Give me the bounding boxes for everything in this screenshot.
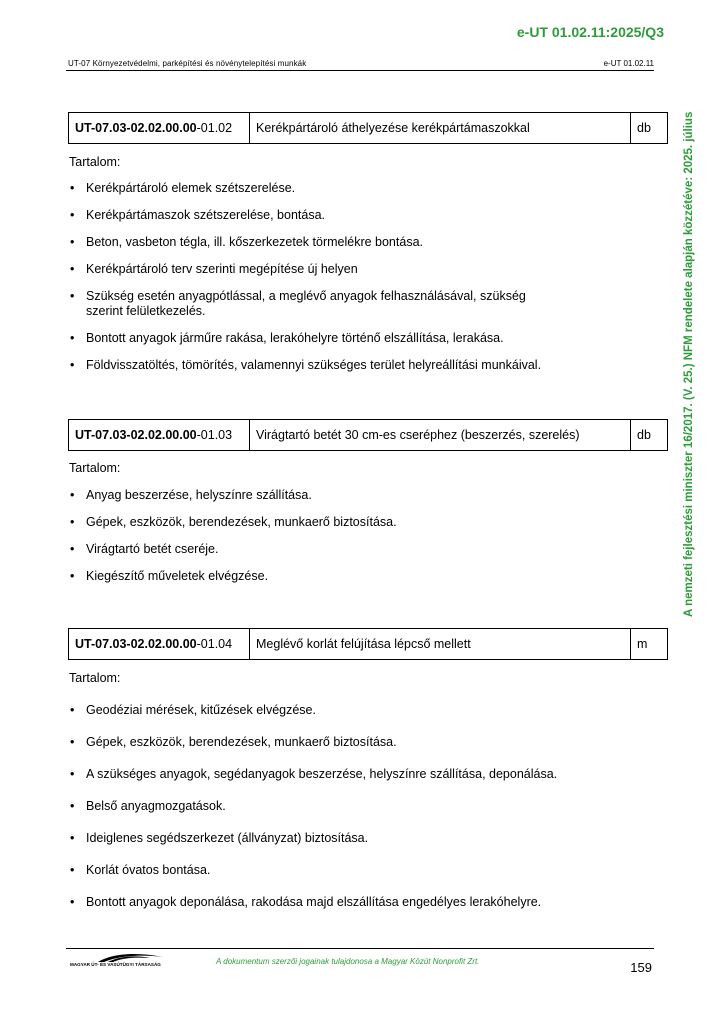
item-unit: db — [631, 113, 668, 144]
item-content-list — [68, 181, 628, 373]
item-title: Meglévő korlát felújítása lépcső mellett — [250, 629, 631, 660]
section-title: UT-07 Környezetvédelmi, parképítési és növénytelepítési munkák — [68, 59, 307, 68]
publication-side-note: A nemzeti fejlesztési miniszter 16/2017. (V. 25.) NFM rendelete alapján közzétéve: 2025. július — [683, 111, 695, 617]
item-unit: m — [631, 629, 668, 660]
list-item: • Kerékpártároló terv szerinti megépítése új helyen — [68, 262, 628, 277]
list-item: • Kerékpártároló elemek szétszerelése. — [68, 181, 628, 196]
item-code-main: UT-07.03-02.02.00.00 — [75, 637, 197, 651]
list-item: • Bontott anyagok deponálása, rakodása majd elszállítása engedélyes lerakóhelyre. — [68, 895, 628, 910]
list-item: • Korlát óvatos bontása. — [68, 863, 628, 878]
item-content-list — [68, 488, 628, 584]
list-item: • Anyag beszerzése, helyszínre szállítása. — [68, 488, 628, 503]
item-code-main: UT-07.03-02.02.00.00 — [75, 121, 197, 135]
list-item: • Gépek, eszközök, berendezések, munkaerő biztosítása. — [68, 515, 628, 530]
list-item: • Bontott anyagok járműre rakása, lerakóhelyre történő elszállítása, lerakása. — [68, 331, 628, 346]
list-item: • Geodéziai mérések, kitűzések elvégzése. — [68, 703, 628, 718]
content-label: Tartalom: — [69, 671, 121, 685]
list-item: • Földvisszatöltés, tömörítés, valamennyi szükséges terület helyreállítási munkáival. — [68, 358, 628, 373]
list-item: • Kerékpártámaszok szétszerelése, bontása. — [68, 208, 628, 223]
list-item: • Kiegészítő műveletek elvégzése. — [68, 569, 628, 584]
list-item: • Szükség esetén anyagpótlással, a meglévő anyagok felhasználásával, szükség szerint felületkezelés. — [68, 289, 526, 319]
item-title: Kerékpártároló áthelyezése kerékpártámaszokkal — [250, 113, 631, 144]
logo-text: MAGYAR ÚT- ÉS VASÚTÜGYI TÁRSASÁG — [70, 962, 161, 967]
item-code-suffix: -01.03 — [196, 428, 233, 442]
document-code: e-UT 01.02.11:2025/Q3 — [516, 24, 664, 40]
list-item: • Gépek, eszközök, berendezések, munkaerő biztosítása. — [68, 735, 628, 750]
page-number: 159 — [630, 960, 652, 975]
copyright-notice: A dokumentum szerzői jogainak tulajdonosa a Magyar Közút Nonprofit Zrt. — [216, 957, 480, 966]
item-code-suffix: -01.04 — [196, 637, 233, 651]
list-item: • Ideiglenes segédszerkezet (állványzat) biztosítása. — [68, 831, 628, 846]
footer-divider — [66, 948, 654, 949]
list-item: • Virágtartó betét cseréje. — [68, 542, 628, 557]
item-code — [69, 420, 250, 451]
list-item: • Belső anyagmozgatások. — [68, 799, 628, 814]
item-title: Virágtartó betét 30 cm-es cseréphez (beszerzés, szerelés) — [250, 420, 631, 451]
list-item: • Beton, vasbeton tégla, ill. kőszerkezetek törmelékre bontása. — [68, 235, 628, 250]
item-content-list — [68, 703, 628, 910]
item-table-01-03 — [68, 419, 668, 451]
item-table-01-02 — [68, 112, 668, 144]
document-reference: e-UT 01.02.11 — [603, 59, 654, 68]
item-unit: db — [631, 420, 668, 451]
list-item: • A szükséges anyagok, segédanyagok beszerzése, helyszínre szállítása, deponálása. — [68, 767, 628, 782]
content-label: Tartalom: — [69, 461, 121, 475]
item-code — [69, 629, 250, 660]
company-logo — [68, 951, 178, 971]
header-divider — [66, 70, 654, 71]
item-table-01-04 — [68, 628, 668, 660]
item-code-suffix: -01.02 — [196, 121, 233, 135]
item-code — [69, 113, 250, 144]
item-code-main: UT-07.03-02.02.00.00 — [75, 428, 197, 442]
content-label: Tartalom: — [69, 155, 121, 169]
